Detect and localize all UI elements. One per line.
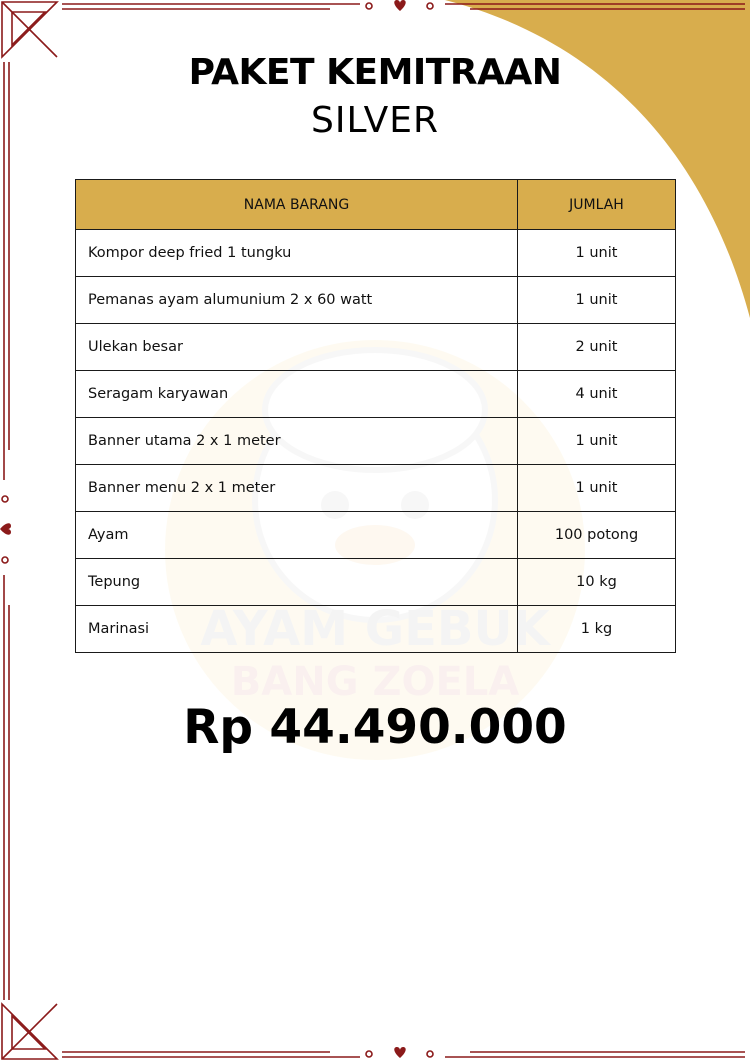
item-name: Marinasi bbox=[76, 606, 518, 653]
table-row bbox=[76, 606, 676, 653]
table-row bbox=[76, 230, 676, 277]
table-row bbox=[76, 324, 676, 371]
column-header-qty: JUMLAH bbox=[518, 180, 676, 230]
item-name: Banner menu 2 x 1 meter bbox=[76, 465, 518, 512]
watermark-line1: AYAM GEBUK bbox=[200, 601, 550, 657]
item-qty: 1 unit bbox=[518, 418, 676, 465]
table-header-row bbox=[76, 180, 676, 230]
item-qty: 1 unit bbox=[518, 465, 676, 512]
package-name: SILVER bbox=[311, 100, 439, 141]
heart-icon bbox=[0, 523, 11, 534]
item-name: Banner utama 2 x 1 meter bbox=[76, 418, 518, 465]
item-qty: 1 kg bbox=[518, 606, 676, 653]
item-name: Ulekan besar bbox=[76, 324, 518, 371]
item-name: Ayam bbox=[76, 512, 518, 559]
heart-icon bbox=[394, 0, 405, 11]
item-name: Pemanas ayam alumunium 2 x 60 watt bbox=[76, 277, 518, 324]
item-qty: 100 potong bbox=[518, 512, 676, 559]
table-row bbox=[76, 371, 676, 418]
item-name: Tepung bbox=[76, 559, 518, 606]
item-qty: 2 unit bbox=[518, 324, 676, 371]
table-row bbox=[76, 465, 676, 512]
table-row bbox=[76, 418, 676, 465]
table-row bbox=[76, 277, 676, 324]
item-qty: 4 unit bbox=[518, 371, 676, 418]
table-row bbox=[76, 559, 676, 606]
item-name: Seragam karyawan bbox=[76, 371, 518, 418]
item-qty: 10 kg bbox=[518, 559, 676, 606]
table-row bbox=[76, 512, 676, 559]
column-header-item: NAMA BARANG bbox=[76, 180, 518, 230]
item-name: Kompor deep fried 1 tungku bbox=[76, 230, 518, 277]
package-price: Rp 44.490.000 bbox=[183, 700, 567, 755]
item-qty: 1 unit bbox=[518, 277, 676, 324]
page-title: PAKET KEMITRAAN bbox=[188, 52, 562, 93]
watermark-line2: BANG ZOELA bbox=[230, 659, 520, 705]
item-qty: 1 unit bbox=[518, 230, 676, 277]
item-table bbox=[75, 179, 676, 653]
heart-icon bbox=[394, 1047, 405, 1058]
